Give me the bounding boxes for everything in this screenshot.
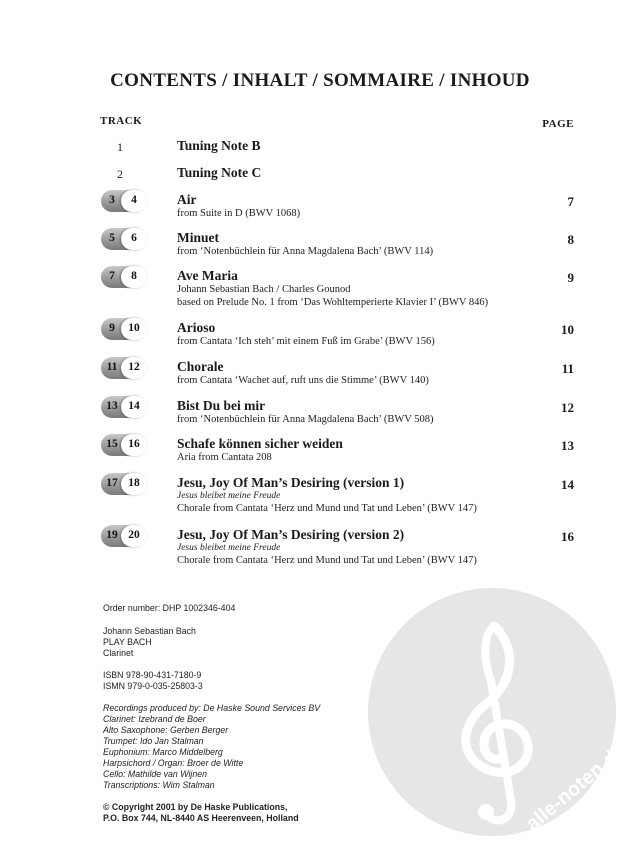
composer-name: Johann Sebastian Bach [103,626,196,636]
entry-title: Jesu, Joy Of Man’s Desiring (version 2) [177,527,405,542]
track-badge [101,266,147,288]
track-number: 7 [109,270,115,282]
track-number: 3 [109,194,115,206]
track-number: 1 [117,140,123,154]
entry-title: Air [177,192,197,207]
track-badge [101,434,147,456]
recording-credit: Recordings produced by: De Haske Sound Services BV [103,703,321,713]
recording-credit: Trumpet: Ido Jan Stalman [103,736,204,746]
entry-source: Aria from Cantata 208 [177,452,272,463]
isbn: ISBN 978-90-431-7180-9 [103,670,202,680]
entry-source: from Cantata ‘Ich steh’ mit einem Fuß im Grabe’ (BWV 156) [177,336,435,347]
entry-source: from ‘Notenbüchlein für Anna Magdalena Bach’ (BWV 508) [177,414,434,425]
publication-title: PLAY BACH [103,637,152,647]
recording-credit: Clarinet: Izebrand de Boer [103,714,206,724]
entry-title: Jesu, Joy Of Man’s Desiring (version 1) [177,475,405,490]
track-number: 6 [131,232,137,244]
track-number: 5 [109,232,115,244]
track-number: 16 [128,438,140,450]
entry-source: Chorale from Cantata ‘Herz und Mund und Tat und Leben’ (BWV 147) [177,555,477,566]
track-badge [101,190,147,212]
track-number: 20 [128,529,140,541]
page-number: 16 [561,529,574,544]
page-number: 8 [567,232,574,247]
entry-subtitle: Jesus bleibet meine Freude [177,543,281,553]
track-number: 13 [106,400,118,412]
page-number: 12 [561,400,574,415]
entry-title: Arioso [177,320,216,335]
watermark [366,586,631,838]
entry-source: from Suite in D (BWV 1068) [177,208,301,219]
track-number: 9 [109,322,115,334]
track-number: 17 [106,477,118,489]
entry-source: based on Prelude No. 1 from ‘Das Wohltemperierte Klavier I’ (BWV 846) [177,297,489,308]
page-number: 10 [561,322,574,337]
track-badge [101,525,147,547]
track-number: 8 [131,270,137,282]
track-badge [101,396,147,418]
track-number: 4 [131,194,137,206]
entry-source: from ‘Notenbüchlein für Anna Magdalena Bach’ (BWV 114) [177,246,434,257]
entry-title: Bist Du bei mir [177,398,266,413]
track-number: 18 [128,477,140,489]
copyright-line: © Copyright 2001 by De Haske Publications, [103,802,288,812]
track-number: 11 [106,361,118,373]
entry-subtitle: Jesus bleibet meine Freude [177,491,281,501]
track-number: 19 [106,529,118,541]
recording-credit: Transcriptions: Wim Stalman [103,780,215,790]
entry-title: Chorale [177,359,224,374]
page-number: 7 [567,194,574,209]
track-badge [101,473,147,495]
entry-source: from Cantata ‘Wachet auf, ruft uns die Stimme’ (BWV 140) [177,375,429,386]
page-column-header: PAGE [542,118,574,130]
entry-source: Johann Sebastian Bach / Charles Gounod [177,284,351,295]
entry-title: Tuning Note C [177,165,262,180]
page-title: CONTENTS / INHALT / SOMMAIRE / INHOUD [110,70,530,91]
ismn: ISMN 979-0-035-25803-3 [103,681,203,691]
page-number: 9 [567,270,574,285]
page-number: 14 [561,477,574,492]
watermark-text: alle-noten.de [521,739,631,836]
page-number: 13 [561,438,574,453]
recording-credit: Euphonium: Marco Middelberg [103,747,223,757]
recording-credit: Cello: Mathilde van Wijnen [103,769,208,779]
track-column-header: TRACK [100,115,143,127]
track-number: 2 [117,167,123,181]
page-number: 11 [561,361,574,376]
entry-title: Schafe können sicher weiden [177,436,343,451]
track-number: 10 [128,322,140,334]
recording-credit: Alto Saxophone: Gerben Berger [103,725,229,735]
track-number: 12 [128,361,140,373]
track-number: 14 [128,400,140,412]
entry-title: Tuning Note B [177,138,261,153]
track-badge [101,228,147,250]
track-badge [101,318,147,340]
entry-source: Chorale from Cantata ‘Herz und Mund und Tat und Leben’ (BWV 147) [177,503,477,514]
treble-clef-icon [366,586,631,838]
entry-title: Ave Maria [177,268,238,283]
copyright-address: P.O. Box 744, NL-8440 AS Heerenveen, Holland [103,813,299,823]
track-badge [101,357,147,379]
recording-credit: Harpsichord / Organ: Broer de Witte [103,758,244,768]
publication-instrument: Clarinet [103,648,134,658]
track-number: 15 [106,438,118,450]
order-number: Order number: DHP 1002346-404 [103,603,236,613]
entry-title: Minuet [177,230,219,245]
